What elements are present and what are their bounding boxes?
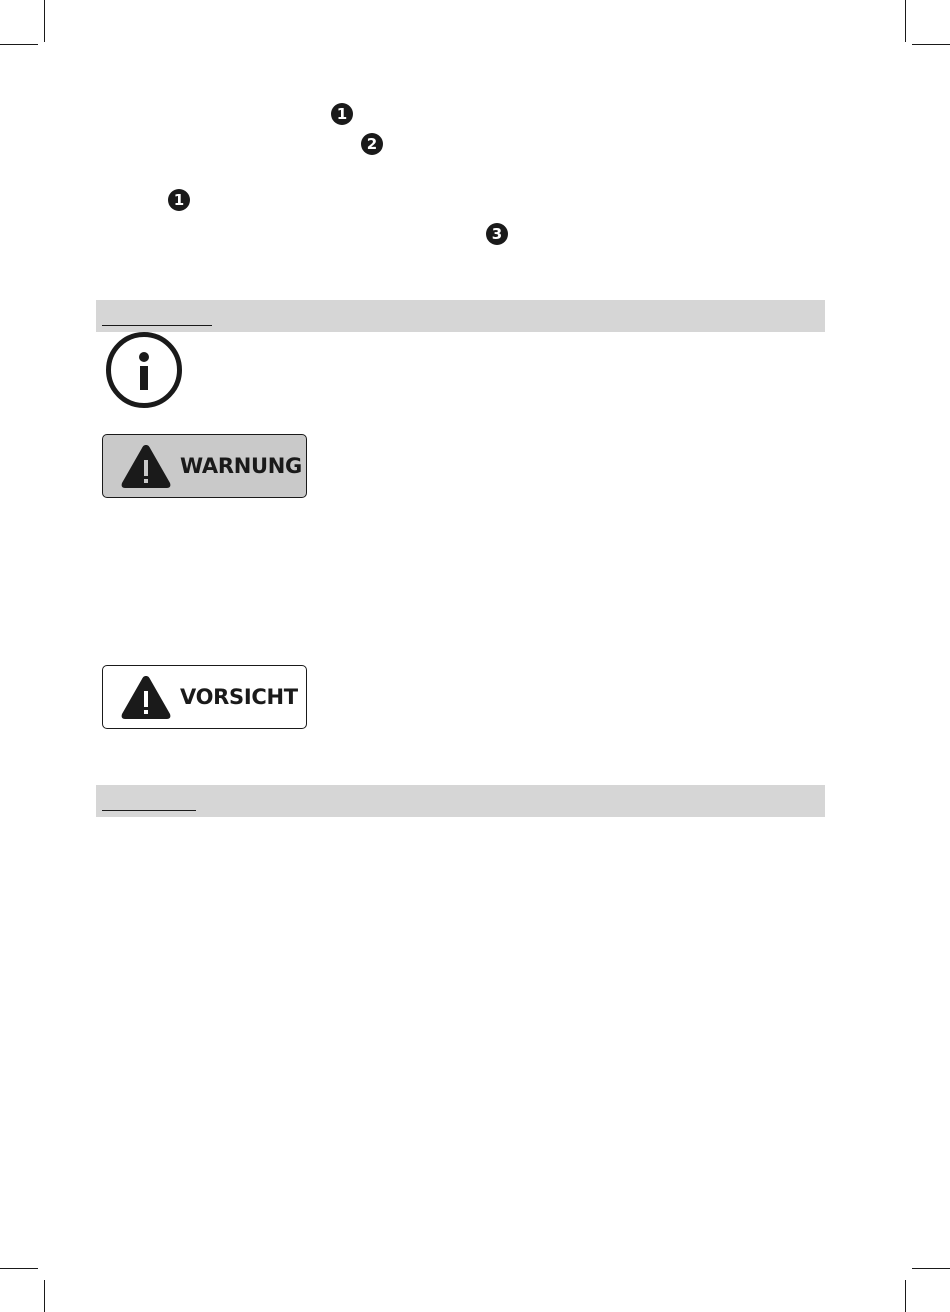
info-icon [106, 332, 182, 408]
crop-mark-top-left [44, 0, 45, 42]
warning-label-text: WARNUNG [180, 454, 302, 478]
crop-mark-top-left-h [0, 44, 38, 45]
crop-mark-top-right [905, 0, 906, 42]
caution-label-text: VORSICHT [180, 685, 298, 709]
section-header-bar [96, 300, 825, 332]
crop-mark-bottom-right [905, 1280, 906, 1312]
section-header-bar-2 [96, 785, 825, 817]
info-glyph [111, 337, 177, 403]
warning-triangle-icon [120, 443, 172, 489]
crop-mark-bottom-left-h [0, 1268, 38, 1269]
warning-label [102, 434, 307, 498]
crop-mark-bottom-left [44, 1280, 45, 1312]
crop-mark-top-right-h [912, 44, 950, 45]
crop-mark-bottom-right-h [912, 1268, 950, 1269]
section-header-underline-2 [102, 810, 196, 811]
marker-1: 1 [331, 103, 353, 125]
marker-2: 2 [361, 133, 383, 155]
caution-label [102, 665, 307, 729]
caution-triangle-icon [120, 674, 172, 720]
section-header-underline [102, 325, 212, 326]
marker-3: 3 [486, 223, 508, 245]
marker-1-second: 1 [168, 189, 190, 211]
